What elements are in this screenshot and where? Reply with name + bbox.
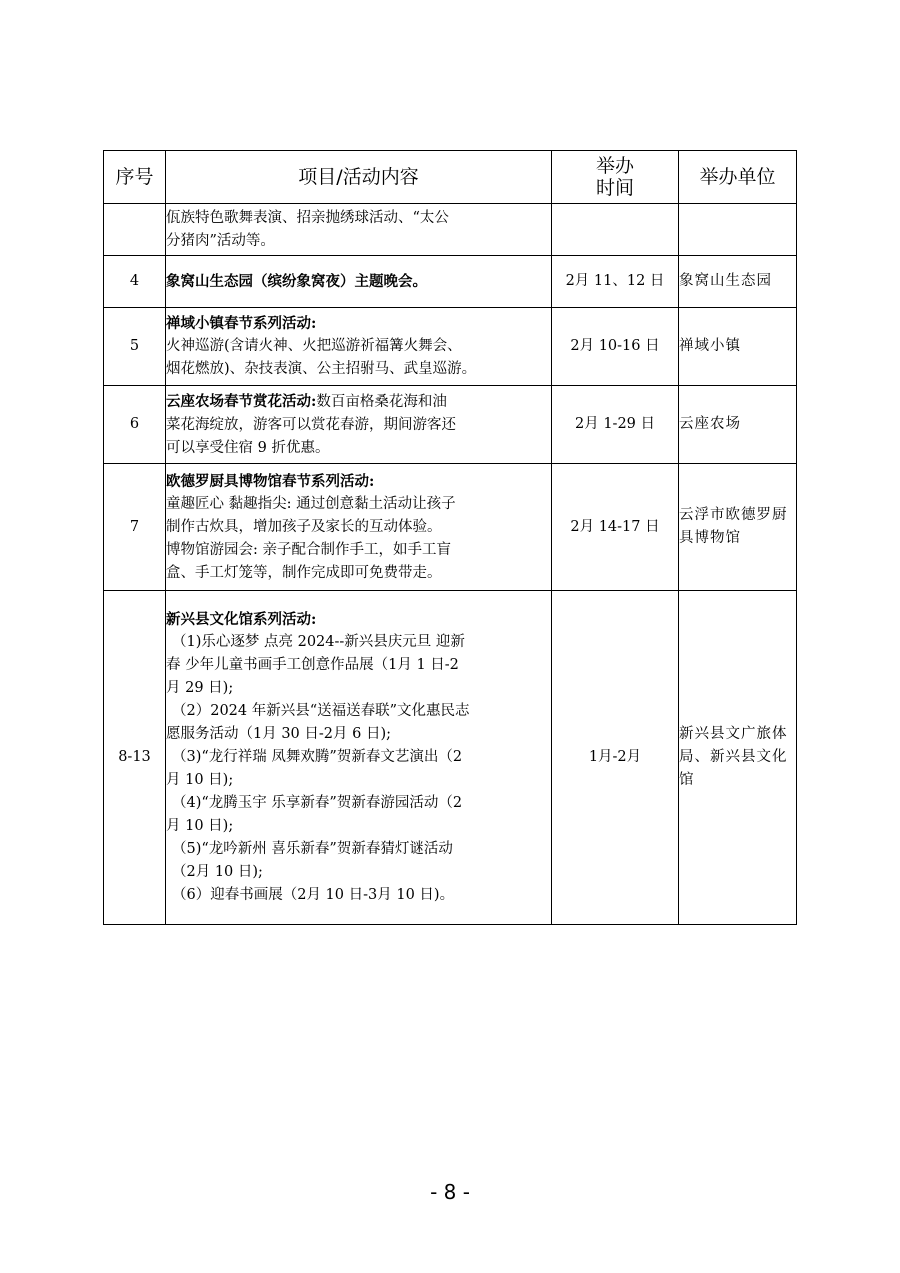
content-line: 佤族特色歌舞表演、招亲抛绣球活动、“太公 xyxy=(166,209,449,226)
cell-org: 新兴县文广旅体局、新兴县文化馆 xyxy=(679,591,797,925)
cell-num: 5 xyxy=(104,308,166,386)
content-line: （4)“龙腾玉宇 乐享新春”贺新春游园活动（2 xyxy=(172,795,463,811)
content-line: 博物馆游园会: 亲子配合制作手工，如手工盲 xyxy=(166,541,451,558)
content-line: 可以享受住宿 9 折优惠。 xyxy=(166,439,330,456)
activity-title: 云座农场春节赏花活动: xyxy=(166,392,317,410)
cell-content xyxy=(166,386,552,464)
activity-title: 象窝山生态园（缤纷象窝夜）主题晚会。 xyxy=(166,273,427,290)
content-first-line xyxy=(166,390,551,414)
content-line: （2月 10 日); xyxy=(172,864,263,880)
table-row xyxy=(104,308,797,386)
header-content: 项目/活动内容 xyxy=(166,151,552,204)
content-line: 盒、手工灯笼等，制作完成即可免费带走。 xyxy=(166,564,442,581)
content-line: （6）迎春书画展（2月 10 日-3月 10 日)。 xyxy=(172,887,455,903)
content-line: 菜花海绽放，游客可以赏花春游，期间游客还 xyxy=(166,416,456,433)
cell-num: 6 xyxy=(104,386,166,464)
header-time-line1: 举办 xyxy=(595,155,634,177)
content-line: （5)“龙吟新州 喜乐新春”贺新春猜灯谜活动 xyxy=(172,841,453,857)
cell-content xyxy=(166,256,552,308)
content-line: 月 10 日); xyxy=(166,818,234,834)
cell-num: 4 xyxy=(104,256,166,308)
content-line: （3)“龙行祥瑞 凤舞欢腾”贺新春文艺演出（2 xyxy=(172,749,463,765)
events-table xyxy=(103,150,797,925)
content-line: 月 10 日); xyxy=(166,772,234,788)
cell-time: 2月 14-17 日 xyxy=(552,464,679,591)
table-row xyxy=(104,464,797,591)
cell-time: 2月 11、12 日 xyxy=(552,256,679,308)
content-line: 童趣匠心 黏趣指尖: 通过创意黏土活动让孩子 xyxy=(166,495,456,512)
cell-time xyxy=(552,204,679,256)
cell-content xyxy=(166,464,552,591)
cell-num: 7 xyxy=(104,464,166,591)
content-line: 分猪肉”活动等。 xyxy=(166,232,275,249)
header-num: 序号 xyxy=(104,151,166,204)
cell-time: 2月 1-29 日 xyxy=(552,386,679,464)
table-row xyxy=(104,256,797,308)
cell-content xyxy=(166,308,552,386)
activity-title: 新兴县文化馆系列活动: xyxy=(166,611,317,628)
page-number: - 8 - xyxy=(430,1180,470,1204)
table-row xyxy=(104,204,797,256)
cell-org: 云浮市欧德罗厨具博物馆 xyxy=(679,464,797,591)
cell-num xyxy=(104,204,166,256)
header-time-line2: 时间 xyxy=(595,177,634,199)
cell-time: 1月-2月 xyxy=(552,591,679,925)
cell-content xyxy=(166,591,552,925)
cell-time: 2月 10-16 日 xyxy=(552,308,679,386)
content-line: （1)乐心逐梦 点亮 2024--新兴县庆元旦 迎新 xyxy=(172,634,465,650)
content-line: 春 少年儿童书画手工创意作品展（1月 1 日-2 xyxy=(166,657,459,673)
content-line: 愿服务活动（1月 30 日-2月 6 日); xyxy=(166,726,392,742)
cell-org xyxy=(679,204,797,256)
activity-title: 欧德罗厨具博物馆春节系列活动: xyxy=(166,472,375,490)
header-row xyxy=(104,151,797,204)
table-row xyxy=(104,591,797,925)
header-org: 举办单位 xyxy=(679,151,797,204)
header-time xyxy=(552,151,679,204)
cell-org: 象窝山生态园 xyxy=(679,256,797,308)
cell-org: 禅域小镇 xyxy=(679,308,797,386)
cell-content xyxy=(166,204,552,256)
content-line: （2）2024 年新兴县“送福送春联”文化惠民志 xyxy=(172,703,470,719)
cell-num: 8-13 xyxy=(104,591,166,925)
content-line: 制作古炊具，增加孩子及家长的互动体验。 xyxy=(166,518,442,535)
cell-org: 云座农场 xyxy=(679,386,797,464)
content-line: 火神巡游(含请火神、火把巡游祈福篝火舞会、 xyxy=(166,338,462,354)
activity-title: 禅域小镇春节系列活动: xyxy=(166,315,317,332)
table-row xyxy=(104,386,797,464)
content-line: 烟花燃放)、杂技表演、公主招驸马、武皇巡游。 xyxy=(166,361,477,377)
content-line: 数百亩格桑花海和油 xyxy=(316,393,447,410)
content-line: 月 29 日); xyxy=(166,680,234,696)
